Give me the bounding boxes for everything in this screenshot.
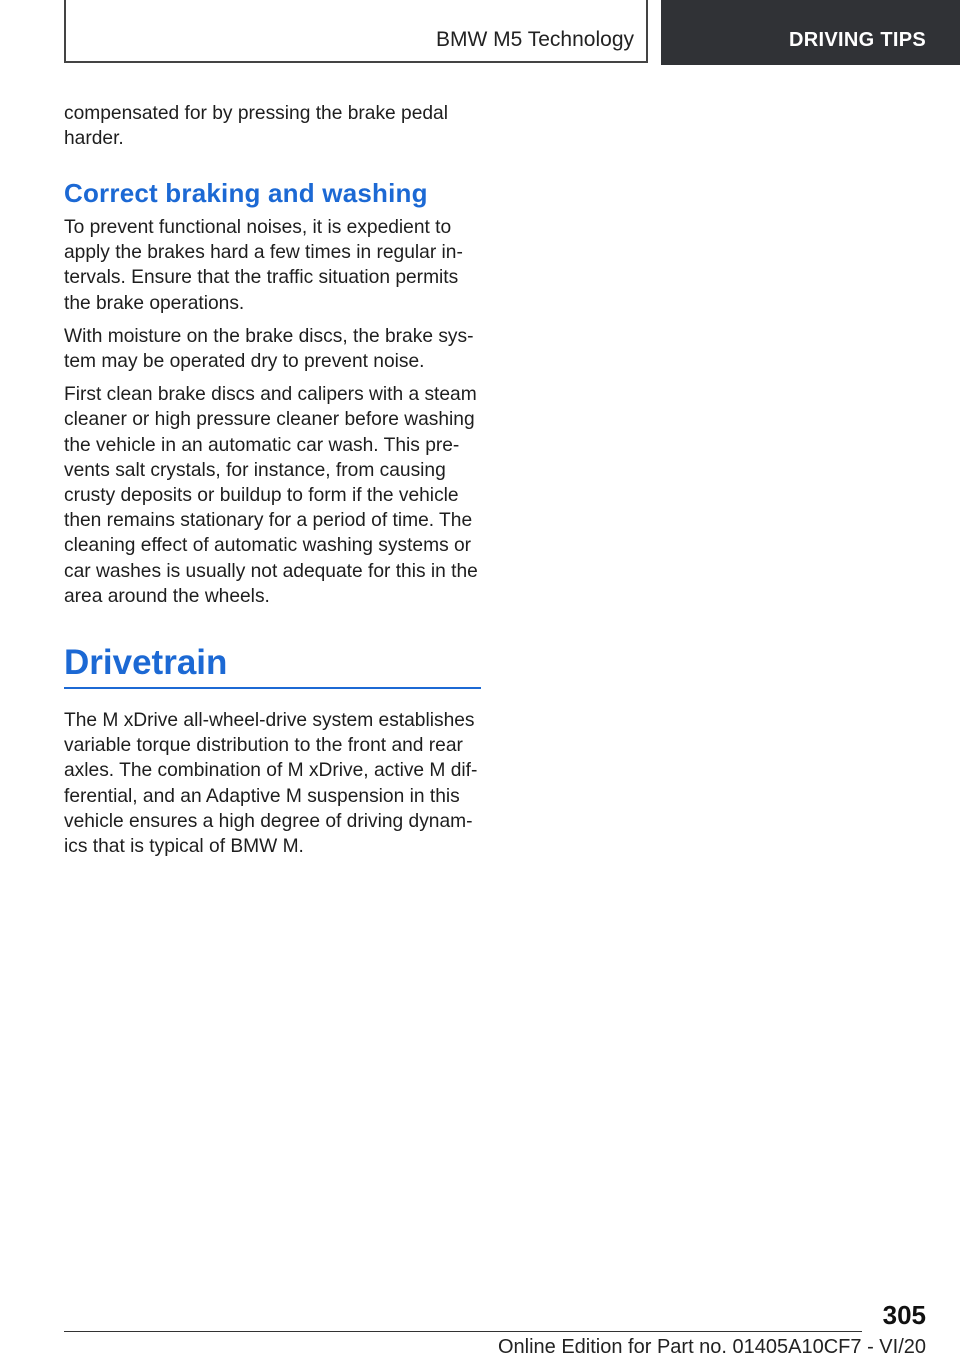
section-drivetrain: [64, 708, 484, 867]
braking-paragraph-1: To prevent functional noises, it is expedient to apply the brakes hard a few times in regular intervals. Ensure that the traffic situation permits the brake operations.: [64, 217, 463, 314]
section-drivetrain-heading-block: [64, 643, 484, 683]
footer-divider: [64, 1331, 862, 1332]
intro-paragraph: compensated for by pressing the brake pedal harder.: [64, 103, 448, 150]
section-heading-drivetrain: Drivetrain: [64, 643, 228, 682]
manual-title: BMW M5 Technology: [435, 28, 634, 51]
section-braking: [64, 178, 484, 617]
heading-divider: [64, 687, 481, 689]
braking-paragraph-2: With moisture on the brake discs, the brake system may be operated dry to prevent noise.: [64, 325, 474, 373]
intro-block: [64, 101, 484, 159]
page-number: 305: [882, 1300, 926, 1330]
header-title-box: [64, 0, 648, 63]
chapter-label: DRIVING TIPS: [789, 29, 926, 51]
drivetrain-paragraph: The M xDrive all-wheel-drive system establishes variable torque distribution to the front and rear axles. The combination of M xDrive, active M differential, and an Adaptive M suspension in this vehicle ensures a high degree of driving dynamics that is typical of BMW M.: [64, 710, 478, 858]
chapter-tab[interactable]: [661, 0, 960, 65]
section-heading-braking: Correct braking and washing: [64, 178, 428, 208]
braking-paragraph-3: First clean brake discs and calipers with a steam cleaner or high pressure cleaner before washing the vehicle in an automatic car wash. This prevents salt crystals, for instance, from causing crusty deposits or buildup to form if the vehicle then remains stationary for a period of time. The cleaning effect of automatic washing systems or car washes is usually not adequate for this in the area around the wheels.: [64, 384, 478, 607]
edition-text: Online Edition for Part no. 01405A10CF7 - VI/20: [497, 1336, 926, 1358]
